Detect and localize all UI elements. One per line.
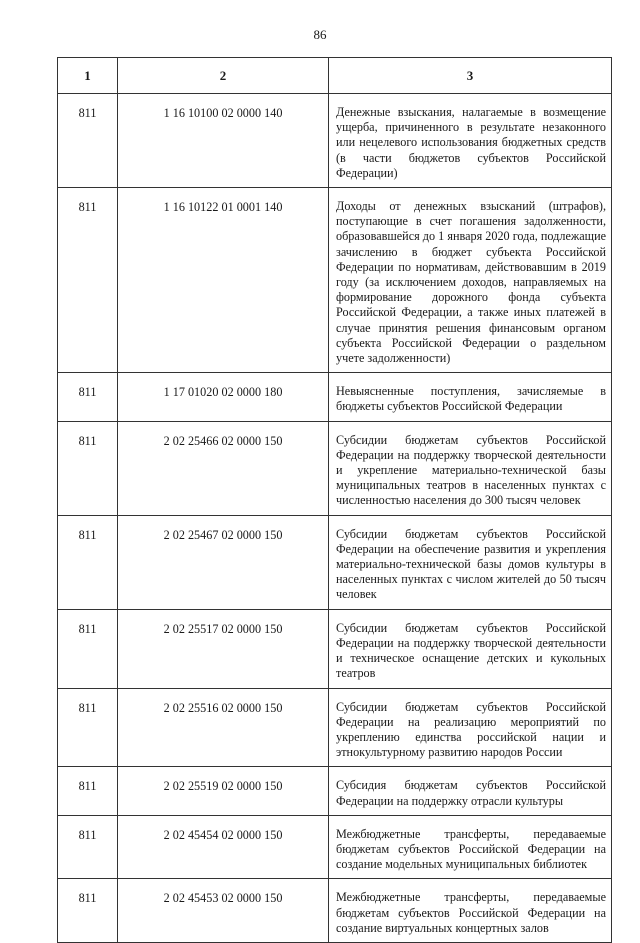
description-cell: Невыясненные поступления, зачисляемые в бюджеты субъектов Российской Федерации [329,373,612,421]
table-row [58,688,612,767]
description-cell: Субсидии бюджетам субъектов Российской Федерации на реализацию мероприятий по укреплению единства российской нации и этнокультурному развитию народов России [329,688,612,767]
budget-code-cell: 2 02 25467 02 0000 150 [118,515,329,609]
table-row [58,879,612,943]
admin-code-cell: 811 [58,515,118,609]
table-row [58,373,612,421]
budget-code-cell: 2 02 25519 02 0000 150 [118,767,329,815]
admin-code-cell: 811 [58,879,118,943]
table-row [58,515,612,609]
column-header-admin-code: 1 [58,58,118,94]
budget-code-cell: 1 16 10122 01 0001 140 [118,188,329,373]
budget-code-cell: 2 02 25517 02 0000 150 [118,609,329,688]
admin-code-cell: 811 [58,188,118,373]
table-row [58,421,612,515]
table-row [58,609,612,688]
column-header-description: 3 [329,58,612,94]
description-cell: Субсидии бюджетам субъектов Российской Федерации на обеспечение развития и укрепления материально-технической базы домов культуры в населенных пунктах с числом жителей до 50 тысяч человек [329,515,612,609]
description-cell: Субсидия бюджетам субъектов Российской Федерации на поддержку отрасли культуры [329,767,612,815]
table-row [58,767,612,815]
table-row [58,94,612,188]
description-cell: Субсидии бюджетам субъектов Российской Федерации на поддержку творческой деятельности и техническое оснащение детских и кукольных театров [329,609,612,688]
table-header-row [58,58,612,94]
admin-code-cell: 811 [58,609,118,688]
table-row [58,815,612,879]
description-cell: Доходы от денежных взысканий (штрафов), поступающие в счет погашения задолженности, образовавшейся до 1 января 2020 года, подлежащие зачислению в бюджет субъекта Российской Федерации по нормативам, действовавшим в 2019 году (за исключением доходов, направляемых на формирование дорожного фонда субъекта Российской Федерации, а также иных платежей в случае принятия решения финансовым органом субъекта Российской Федерации о раздельном учете задолженности) [329,188,612,373]
description-cell: Субсидии бюджетам субъектов Российской Федерации на поддержку творческой деятельности и укрепление материально-технической базы муниципальных театров в населенных пунктах с численностью населения до 300 тысяч человек [329,421,612,515]
description-cell: Межбюджетные трансферты, передаваемые бюджетам субъектов Российской Федерации на создание модельных муниципальных библиотек [329,815,612,879]
admin-code-cell: 811 [58,688,118,767]
budget-code-cell: 2 02 25466 02 0000 150 [118,421,329,515]
budget-classification-table [57,57,612,943]
table-row [58,188,612,373]
admin-code-cell: 811 [58,767,118,815]
admin-code-cell: 811 [58,373,118,421]
description-cell: Межбюджетные трансферты, передаваемые бюджетам субъектов Российской Федерации на создание виртуальных концертных залов [329,879,612,943]
budget-code-cell: 2 02 25516 02 0000 150 [118,688,329,767]
budget-code-cell: 1 17 01020 02 0000 180 [118,373,329,421]
description-cell: Денежные взыскания, налагаемые в возмещение ущерба, причиненного в результате незаконного или нецелевого использования бюджетных средств (в части бюджетов субъектов Российской Федерации) [329,94,612,188]
admin-code-cell: 811 [58,94,118,188]
column-header-budget-code: 2 [118,58,329,94]
budget-code-cell: 2 02 45454 02 0000 150 [118,815,329,879]
budget-code-cell: 2 02 45453 02 0000 150 [118,879,329,943]
budget-code-cell: 1 16 10100 02 0000 140 [118,94,329,188]
admin-code-cell: 811 [58,815,118,879]
page-number: 86 [313,27,327,42]
admin-code-cell: 811 [58,421,118,515]
